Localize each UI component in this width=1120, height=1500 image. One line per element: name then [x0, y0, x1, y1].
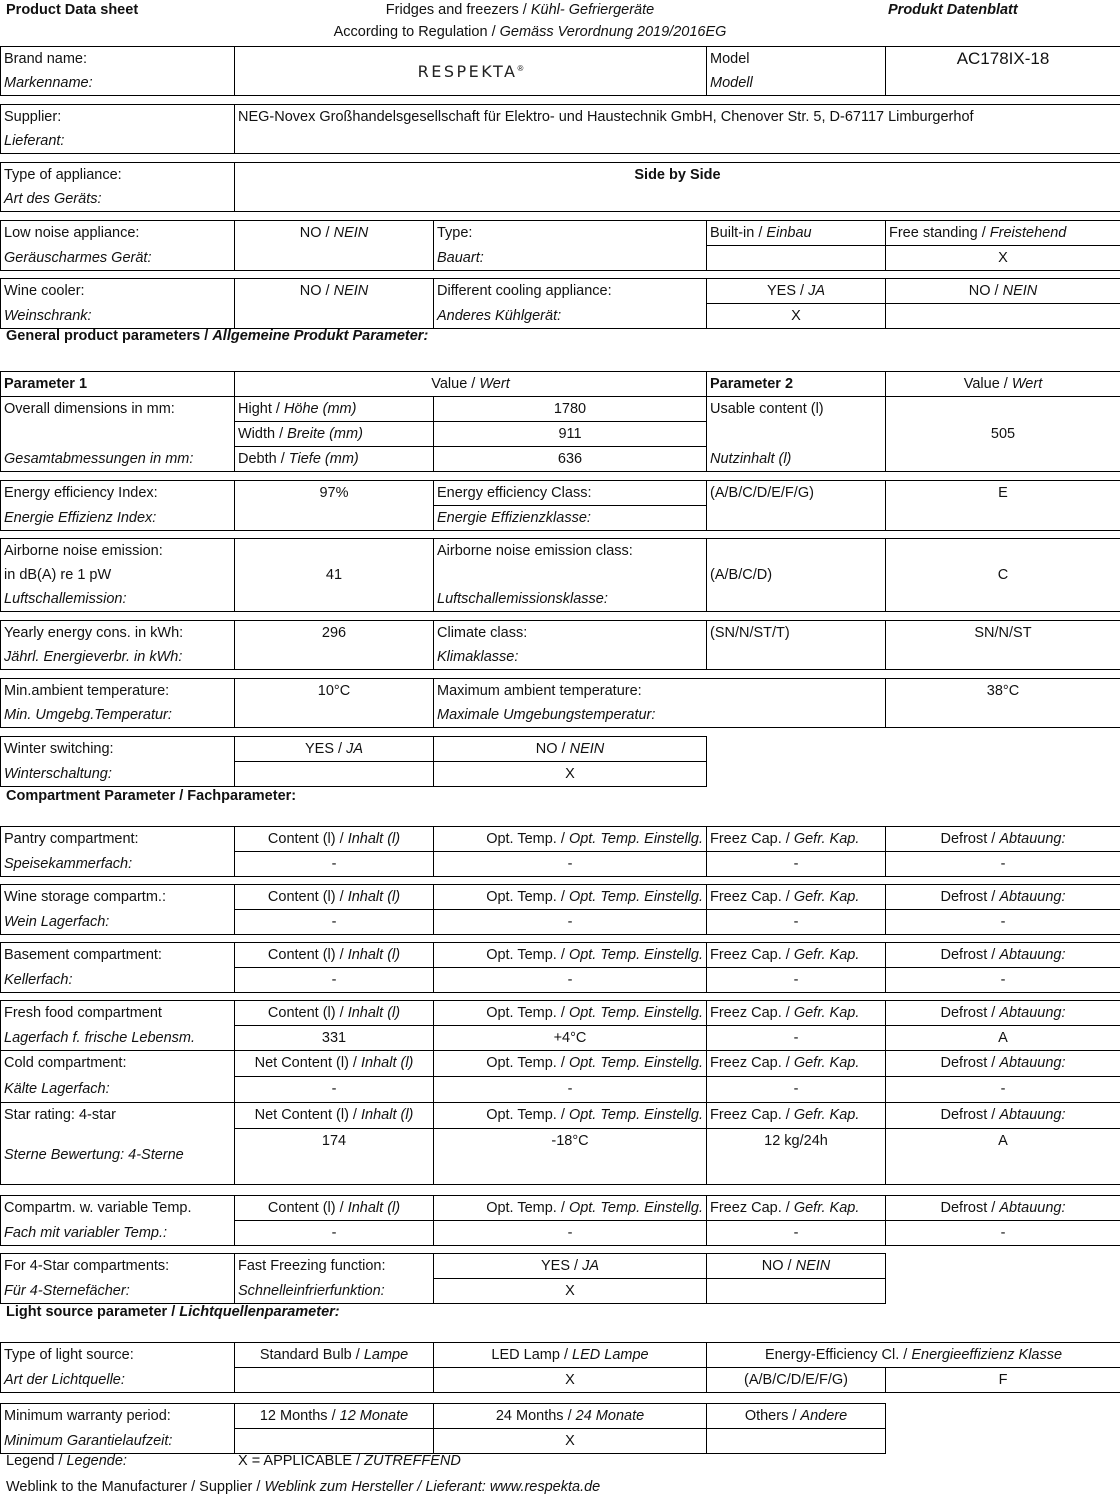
- temp-value: -: [434, 852, 707, 877]
- min-ambient-label: Min.ambient temperature:: [1, 679, 235, 704]
- defrost-header: Defrost / Abtauung:: [886, 943, 1120, 968]
- temp-value: +4°C: [434, 1026, 707, 1051]
- builtin-mark: [707, 246, 886, 271]
- compartment-label: Star rating: 4-star: [1, 1103, 235, 1129]
- appliance-type-label-de: Art des Geräts:: [1, 187, 235, 212]
- standard-bulb-mark: [235, 1368, 434, 1393]
- defrost-value: -: [886, 910, 1120, 935]
- warranty-24-header: 24 Months / 24 Monate: [434, 1404, 707, 1429]
- airborne-noise-table: [0, 538, 1120, 612]
- depth-value: 636: [434, 447, 707, 472]
- fast-freezing-no-mark: [707, 1279, 886, 1304]
- freez-value: -: [707, 968, 886, 993]
- temp-header: Opt. Temp. / Opt. Temp. Einstellg.: [434, 885, 707, 910]
- ambient-temperature-table: [0, 678, 1120, 728]
- sheet-subtitle: Fridges and freezers / Kühl- Gefriergeräte: [385, 2, 655, 18]
- brand-logo: RESPEKTA®: [235, 47, 707, 96]
- led-lamp-mark: X: [434, 1368, 707, 1393]
- model-value: AC178IX-18: [886, 47, 1120, 96]
- light-source-label: Type of light source:: [1, 1343, 235, 1368]
- builtin-header: Built-in / Einbau: [707, 221, 886, 246]
- content-header: Content (l) / Inhalt (l): [235, 1196, 434, 1221]
- warranty-table: [0, 1403, 1120, 1454]
- net-content-header: Net Content (l) / Inhalt (l): [235, 1051, 434, 1077]
- content-value: 174: [235, 1129, 434, 1185]
- defrost-value: -: [886, 968, 1120, 993]
- noise-label-de: Luftschallemission:: [1, 587, 235, 612]
- usable-content-label: Usable content (l): [707, 397, 886, 422]
- compartment-label: Wine storage compartm.:: [1, 885, 235, 910]
- compartment-table: [0, 1195, 1120, 1246]
- fast-freezing-label-de: Schnelleinfrierfunktion:: [235, 1279, 434, 1304]
- yearly-energy-table: [0, 620, 1120, 670]
- low-noise-value: NO / NEIN: [235, 221, 434, 271]
- weblink: Weblink to the Manufacturer / Supplier / Weblink zum Hersteller / Lieferant: www.respekta.de: [6, 1479, 601, 1495]
- defrost-value: -: [886, 852, 1120, 877]
- energy-efficiency-table: [0, 480, 1120, 531]
- temp-value: -: [434, 910, 707, 935]
- fast-freezing-yes-mark: X: [434, 1279, 707, 1304]
- noise-unit: in dB(A) re 1 pW: [1, 563, 235, 587]
- content-value: -: [235, 852, 434, 877]
- freez-header: Freez Cap. / Gefr. Kap.: [707, 1051, 886, 1077]
- temp-value: -: [434, 1221, 707, 1246]
- temp-header: Opt. Temp. / Opt. Temp. Einstellg.: [434, 1001, 707, 1026]
- winter-yes-mark: [235, 762, 434, 787]
- compartment-label-de: Sterne Bewertung: 4-Sterne: [1, 1129, 235, 1185]
- winter-no-mark: X: [434, 762, 707, 787]
- content-value: -: [235, 910, 434, 935]
- freez-value: -: [707, 1077, 886, 1103]
- wine-cooler-label: Wine cooler:: [1, 279, 235, 304]
- defrost-header: Defrost / Abtauung:: [886, 1001, 1120, 1026]
- fast-freezing-yes: YES / JA: [434, 1254, 707, 1279]
- different-cooling-no: NO / NEIN: [886, 279, 1120, 304]
- supplier-label-de: Lieferant:: [1, 129, 235, 154]
- defrost-value: -: [886, 1221, 1120, 1246]
- appliance-type-table: [0, 162, 1120, 212]
- brand-model-table: [0, 46, 1120, 96]
- eei-label-de: Energie Effizienz Index:: [1, 506, 235, 531]
- defrost-value: A: [886, 1026, 1120, 1051]
- min-ambient-label-de: Min. Umgebg.Temperatur:: [1, 703, 235, 728]
- eec-label: Energy efficiency Class:: [434, 481, 707, 506]
- wine-cooler-label-de: Weinschrank:: [1, 304, 235, 329]
- fast-freezing-table: [0, 1253, 1120, 1304]
- winter-switching-table: [0, 736, 1120, 787]
- warranty-other-mark: [707, 1429, 886, 1454]
- dimensions-label: Overall dimensions in mm:: [1, 397, 235, 422]
- temp-header: Opt. Temp. / Opt. Temp. Einstellg.: [434, 1051, 707, 1077]
- yearly-energy-value: 296: [235, 621, 434, 670]
- compartment-label: Cold compartment:: [1, 1051, 235, 1077]
- noise-value: 41: [235, 539, 434, 612]
- different-cooling-no-mark: [886, 304, 1120, 329]
- defrost-header: Defrost / Abtauung:: [886, 827, 1120, 852]
- warranty-12-mark: [235, 1429, 434, 1454]
- section-general: General product parameters / Allgemeine Produkt Parameter:: [6, 328, 429, 344]
- light-source-label-de: Art der Lichtquelle:: [1, 1368, 235, 1393]
- section-compartment: Compartment Parameter / Fachparameter:: [6, 788, 297, 804]
- max-ambient-label-de: Maximale Umgebungstemperatur:: [434, 703, 886, 728]
- different-cooling-yes-mark: X: [707, 304, 886, 329]
- content-header: Content (l) / Inhalt (l): [235, 1001, 434, 1026]
- light-efficiency-scale: (A/B/C/D/E/F/G): [707, 1368, 886, 1393]
- brand-label: Brand name:: [1, 47, 235, 72]
- min-ambient-value: 10°C: [235, 679, 434, 728]
- compartment-label-de: Lagerfach f. frische Lebensm.: [1, 1026, 235, 1051]
- freez-header: Freez Cap. / Gefr. Kap.: [707, 885, 886, 910]
- freestanding-mark: X: [886, 246, 1120, 271]
- compartment-label-de: Wein Lagerfach:: [1, 910, 235, 935]
- parameter1-header: Parameter 1: [1, 372, 235, 397]
- noise-class-label: Airborne noise emission class:: [434, 539, 707, 564]
- light-efficiency-header: Energy-Efficiency Cl. / Energieeffizienz Klasse: [707, 1343, 1120, 1368]
- parameter2-header: Parameter 2: [707, 372, 886, 397]
- defrost-header: Defrost / Abtauung:: [886, 1103, 1120, 1129]
- low-noise-label-de: Geräuscharmes Gerät:: [1, 246, 235, 271]
- defrost-header: Defrost / Abtauung:: [886, 1051, 1120, 1077]
- eec-label-de: Energie Effizienzklasse:: [434, 506, 707, 531]
- warranty-24-mark: X: [434, 1429, 707, 1454]
- legend-text: X = APPLICABLE / ZUTREFFEND: [238, 1453, 461, 1469]
- fast-freezing-label: Fast Freezing function:: [235, 1254, 434, 1279]
- eec-scale: (A/B/C/D/E/F/G): [707, 481, 886, 531]
- winter-label-de: Winterschaltung:: [1, 762, 235, 787]
- construction-type-label: Type:: [434, 221, 707, 246]
- sheet-title-en: Product Data sheet: [6, 2, 139, 18]
- height-label: Hight / Höhe (mm): [235, 397, 434, 422]
- noise-class-label-de: Luftschallemissionsklasse:: [434, 587, 707, 612]
- compartment-label: Basement compartment:: [1, 943, 235, 968]
- model-label-de: Modell: [707, 71, 886, 96]
- freez-value: -: [707, 1221, 886, 1246]
- content-header: Content (l) / Inhalt (l): [235, 943, 434, 968]
- warranty-label-de: Minimum Garantielaufzeit:: [1, 1429, 235, 1454]
- net-content-header: Net Content (l) / Inhalt (l): [235, 1103, 434, 1129]
- warranty-other-header: Others / Andere: [707, 1404, 886, 1429]
- freez-value: -: [707, 852, 886, 877]
- sheet-title-de: Produkt Datenblatt: [888, 2, 1018, 18]
- content-value: -: [235, 1077, 434, 1103]
- compartment-label: Compartm. w. variable Temp.: [1, 1196, 235, 1221]
- different-cooling-yes: YES / JA: [707, 279, 886, 304]
- depth-label: Debth / Tiefe (mm): [235, 447, 434, 472]
- max-ambient-value: 38°C: [886, 679, 1120, 728]
- compartment-label-de: Kellerfach:: [1, 968, 235, 993]
- freez-value: -: [707, 910, 886, 935]
- content-value: 331: [235, 1026, 434, 1051]
- climate-class-label: Climate class:: [434, 621, 707, 646]
- height-value: 1780: [434, 397, 707, 422]
- defrost-header: Defrost / Abtauung:: [886, 1196, 1120, 1221]
- freez-value: 12 kg/24h: [707, 1129, 886, 1185]
- temp-value: -: [434, 1077, 707, 1103]
- different-cooling-label: Different cooling appliance:: [434, 279, 707, 304]
- legend-label: Legend / Legende:: [6, 1453, 127, 1469]
- freez-header: Freez Cap. / Gefr. Kap.: [707, 1103, 886, 1129]
- noise-construction-table: [0, 220, 1120, 271]
- freez-header: Freez Cap. / Gefr. Kap.: [707, 1196, 886, 1221]
- eec-value: E: [886, 481, 1120, 531]
- supplier-label: Supplier:: [1, 105, 235, 130]
- supplier-table: [0, 104, 1120, 154]
- brand-label-de: Markenname:: [1, 71, 235, 96]
- climate-class-label-de: Klimaklasse:: [434, 645, 707, 670]
- compartment-table-main: [0, 1000, 1120, 1185]
- model-label: Model: [707, 47, 886, 72]
- defrost-value: -: [886, 1077, 1120, 1103]
- supplier-value: NEG-Novex Großhandelsgesellschaft für Elektro- und Haustechnik GmbH, Chenover Str. 5, D-67117 Limburgerhof: [235, 105, 1120, 154]
- temp-header: Opt. Temp. / Opt. Temp. Einstellg.: [434, 1196, 707, 1221]
- compartment-table: [0, 884, 1120, 935]
- content-value: -: [235, 1221, 434, 1246]
- construction-type-label-de: Bauart:: [434, 246, 707, 271]
- noise-class-value: C: [886, 539, 1120, 612]
- freez-value: -: [707, 1026, 886, 1051]
- freestanding-header: Free standing / Freistehend: [886, 221, 1120, 246]
- climate-class-value: SN/N/ST: [886, 621, 1120, 670]
- dimensions-label-de: Gesamtabmessungen in mm:: [1, 447, 235, 472]
- eei-value: 97%: [235, 481, 434, 531]
- light-source-table: [0, 1342, 1120, 1393]
- defrost-header: Defrost / Abtauung:: [886, 885, 1120, 910]
- temp-header: Opt. Temp. / Opt. Temp. Einstellg.: [434, 943, 707, 968]
- section-light: Light source parameter / Lichtquellenparameter:: [6, 1304, 340, 1320]
- compartment-label: Fresh food compartment: [1, 1001, 235, 1026]
- compartment-label: Pantry compartment:: [1, 827, 235, 852]
- compartment-label-de: Kälte Lagerfach:: [1, 1077, 235, 1103]
- warranty-12-header: 12 Months / 12 Monate: [235, 1404, 434, 1429]
- winter-yes: YES / JA: [235, 737, 434, 762]
- regulation-line: According to Regulation / Gemäss Verordnung 2019/2016EG: [333, 24, 727, 40]
- yearly-energy-label: Yearly energy cons. in kWh:: [1, 621, 235, 646]
- eei-label: Energy efficiency Index:: [1, 481, 235, 506]
- wine-cooler-table: [0, 278, 1120, 329]
- width-value: 911: [434, 422, 707, 447]
- climate-class-scale: (SN/N/ST/T): [707, 621, 886, 670]
- different-cooling-label-de: Anderes Kühlgerät:: [434, 304, 707, 329]
- led-lamp-header: LED Lamp / LED Lampe: [434, 1343, 707, 1368]
- compartment-table: [0, 826, 1120, 877]
- low-noise-label: Low noise appliance:: [1, 221, 235, 246]
- four-star-label-de: Für 4-Sternefächer:: [1, 1279, 235, 1304]
- compartment-table: [0, 942, 1120, 993]
- width-label: Width / Breite (mm): [235, 422, 434, 447]
- content-header: Content (l) / Inhalt (l): [235, 885, 434, 910]
- four-star-label: For 4-Star compartments:: [1, 1254, 235, 1279]
- warranty-label: Minimum warranty period:: [1, 1404, 235, 1429]
- appliance-type-label: Type of appliance:: [1, 163, 235, 188]
- content-value: -: [235, 968, 434, 993]
- freez-header: Freez Cap. / Gefr. Kap.: [707, 943, 886, 968]
- usable-content-value: 505: [886, 397, 1120, 472]
- fast-freezing-no: NO / NEIN: [707, 1254, 886, 1279]
- yearly-energy-label-de: Jährl. Energieverbr. in kWh:: [1, 645, 235, 670]
- winter-no: NO / NEIN: [434, 737, 707, 762]
- wine-cooler-value: NO / NEIN: [235, 279, 434, 329]
- max-ambient-label: Maximum ambient temperature:: [434, 679, 886, 704]
- noise-class-scale: (A/B/C/D): [707, 539, 886, 612]
- usable-content-label-de: Nutzinhalt (l): [707, 447, 886, 472]
- freez-header: Freez Cap. / Gefr. Kap.: [707, 827, 886, 852]
- noise-label: Airborne noise emission:: [1, 539, 235, 564]
- freez-header: Freez Cap. / Gefr. Kap.: [707, 1001, 886, 1026]
- light-efficiency-value: F: [886, 1368, 1120, 1393]
- value2-header: Value / Wert: [886, 372, 1120, 397]
- defrost-value: A: [886, 1129, 1120, 1185]
- temp-value: -: [434, 968, 707, 993]
- appliance-type-value: Side by Side: [235, 163, 1120, 212]
- compartment-label-de: Speisekammerfach:: [1, 852, 235, 877]
- temp-header: Opt. Temp. / Opt. Temp. Einstellg.: [434, 827, 707, 852]
- temp-value: -18°C: [434, 1129, 707, 1185]
- temp-header: Opt. Temp. / Opt. Temp. Einstellg.: [434, 1103, 707, 1129]
- content-header: Content (l) / Inhalt (l): [235, 827, 434, 852]
- value1-header: Value / Wert: [235, 372, 707, 397]
- winter-label: Winter switching:: [1, 737, 235, 762]
- compartment-label-de: Fach mit variabler Temp.:: [1, 1221, 235, 1246]
- general-parameters-table: [0, 371, 1120, 472]
- standard-bulb-header: Standard Bulb / Lampe: [235, 1343, 434, 1368]
